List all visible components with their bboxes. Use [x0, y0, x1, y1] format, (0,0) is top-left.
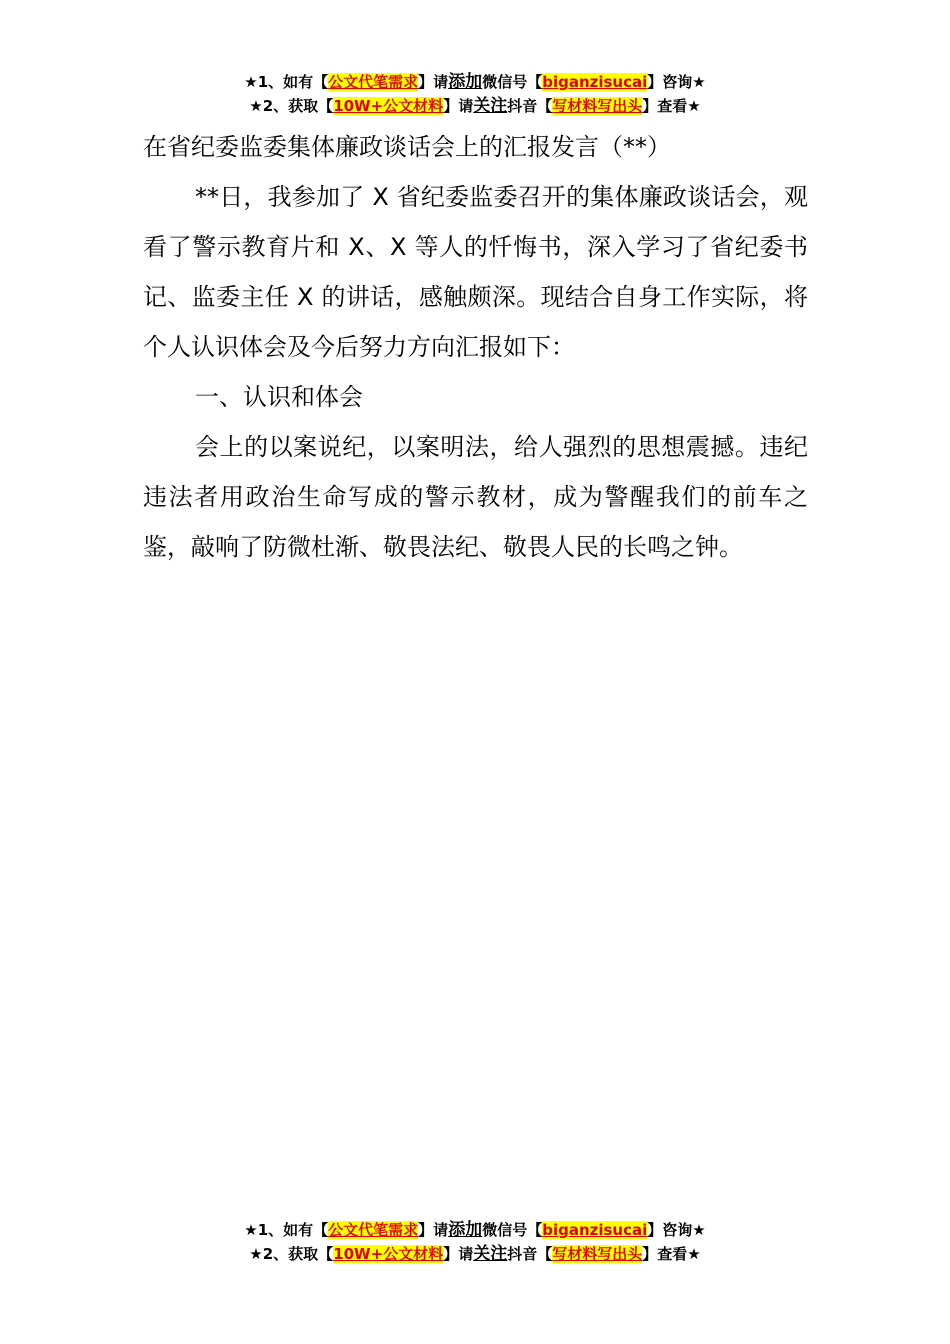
paragraph-intro: **日，我参加了 X 省纪委监委召开的集体廉政谈话会，观看了警示教育片和 X、X 等人的忏悔书，深入学习了省纪委书记、监委主任 X 的讲话，感触颇深。现结合自身工作实际，将个人认识体会及今后努力方向汇报如下：	[143, 183, 808, 361]
banner-line-1-prefix: ★1、如有【	[244, 73, 329, 91]
banner-line-2-suffix: 】查看★	[642, 97, 701, 115]
footer-line-2-highlight-materials: 10W+公文材料	[333, 1245, 444, 1263]
footer-line-2-emphasis: 关注	[473, 1244, 508, 1264]
banner-line-1-highlight-service: 公文代笔需求	[328, 73, 419, 91]
document-body	[143, 122, 808, 572]
footer-line-1-highlight-wechat: biganzisucai	[542, 1221, 648, 1239]
header-banner	[0, 70, 950, 118]
banner-line-2-prefix: ★2、获取【	[249, 97, 334, 115]
banner-line-2-highlight-materials: 10W+公文材料	[333, 97, 444, 115]
banner-line-1-mid: 】请	[418, 73, 449, 91]
banner-line-1-highlight-wechat: biganzisucai	[542, 73, 648, 91]
banner-line-1-emphasis: 添加	[448, 72, 483, 92]
footer-line-1-suffix: 】咨询★	[647, 1221, 706, 1239]
footer-line-2-suffix: 】查看★	[642, 1245, 701, 1263]
banner-line-2-mid2: 抖音【	[507, 97, 553, 115]
footer-line-1-emphasis: 添加	[448, 1220, 483, 1240]
banner-line-2-emphasis: 关注	[473, 96, 508, 116]
footer-line-2-mid: 】请	[443, 1245, 474, 1263]
footer-line-1-mid: 】请	[418, 1221, 449, 1239]
footer-line-2-mid2: 抖音【	[507, 1245, 553, 1263]
footer-banner-line-2	[0, 1242, 950, 1266]
banner-line-1-suffix: 】咨询★	[647, 73, 706, 91]
footer-banner-line-1	[0, 1218, 950, 1242]
banner-line-2-highlight-douyin: 写材料写出头	[552, 97, 643, 115]
footer-line-1-prefix: ★1、如有【	[244, 1221, 329, 1239]
paragraph-body: 会上的以案说纪，以案明法，给人强烈的思想震撼。违纪违法者用政治生命写成的警示教材，成为警醒我们的前车之鉴，敲响了防微杜渐、敬畏法纪、敬畏人民的长鸣之钟。	[143, 433, 808, 561]
footer-line-1-highlight-service: 公文代笔需求	[328, 1221, 419, 1239]
section-heading: 一、认识和体会	[195, 383, 363, 411]
footer-banner	[0, 1218, 950, 1266]
footer-line-2-prefix: ★2、获取【	[249, 1245, 334, 1263]
banner-line-2-mid: 】请	[443, 97, 474, 115]
banner-line-1-mid2: 微信号【	[482, 73, 543, 91]
document-title: 在省纪委监委集体廉政谈话会上的汇报发言（**）	[143, 133, 671, 161]
banner-line-2	[0, 94, 950, 118]
footer-line-1-mid2: 微信号【	[482, 1221, 543, 1239]
banner-line-1	[0, 70, 950, 94]
footer-line-2-highlight-douyin: 写材料写出头	[552, 1245, 643, 1263]
